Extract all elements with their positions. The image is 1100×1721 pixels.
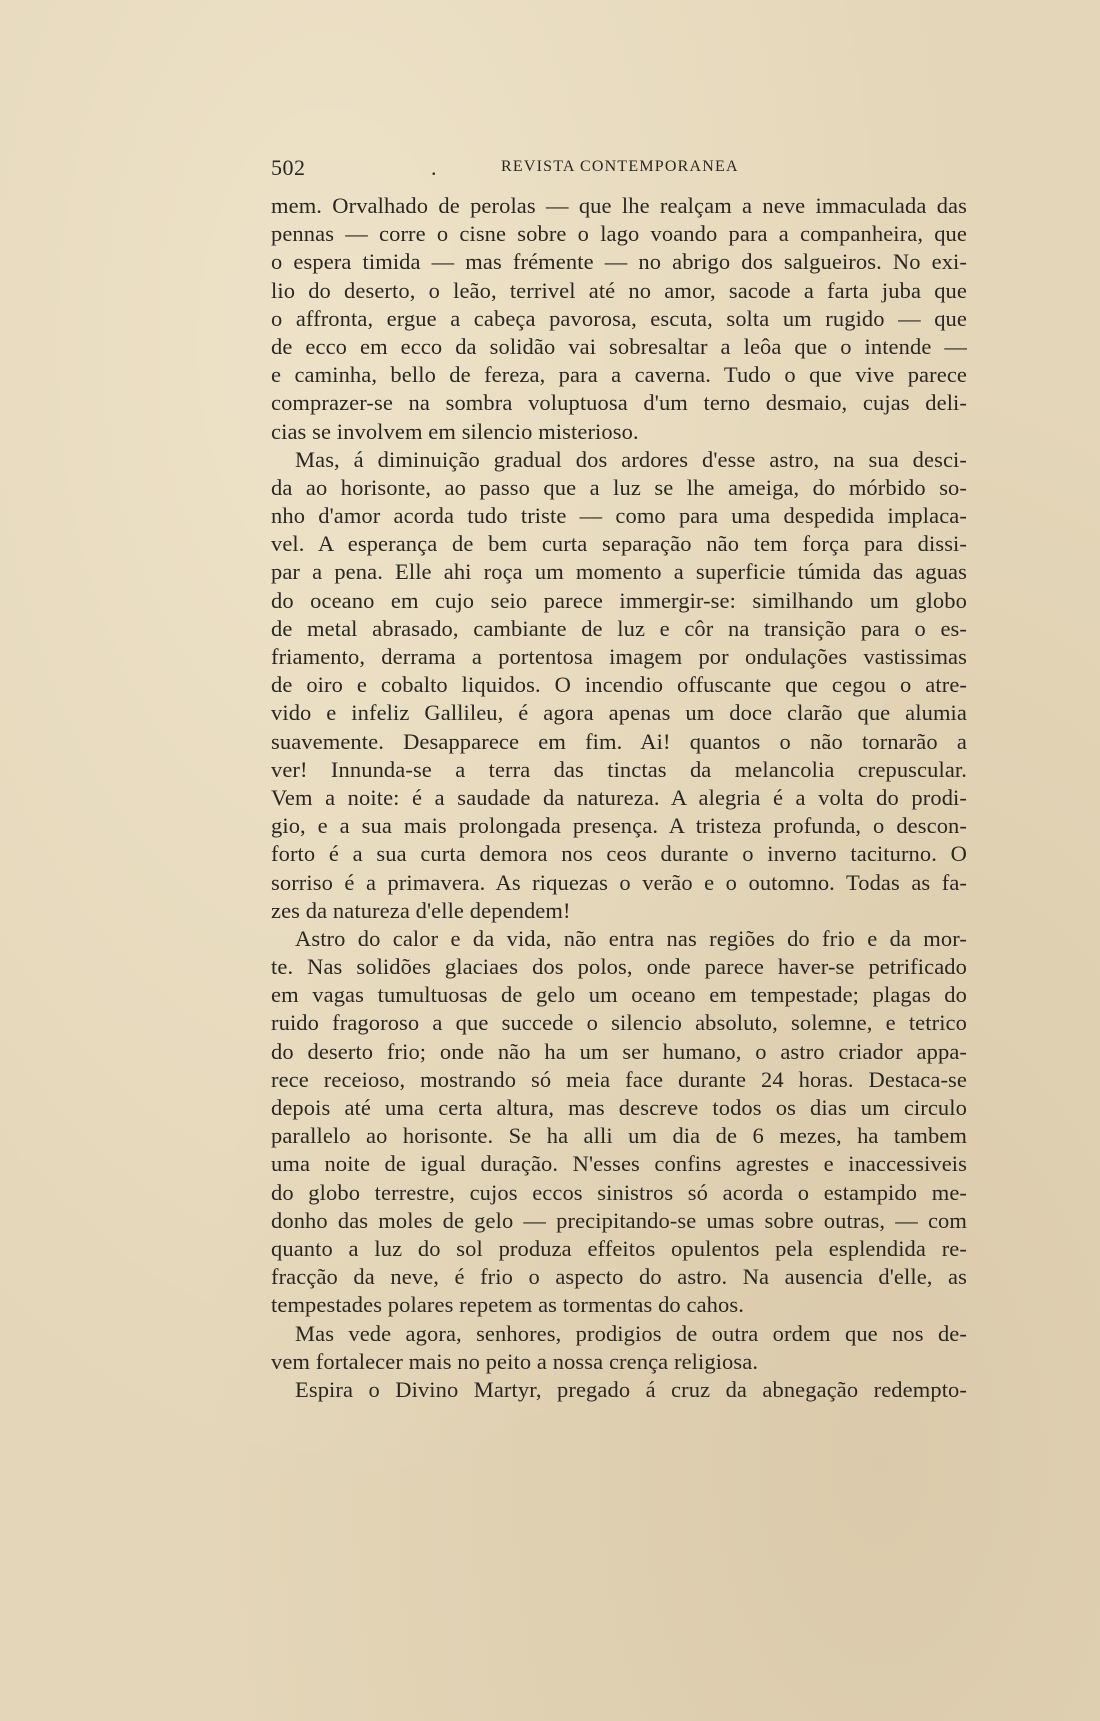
running-header: [271, 155, 737, 183]
paragraph-start-line: Mas, á diminuição gradual dos ardores d'esse astro, na sua desci-: [295, 446, 967, 472]
text-line: ver! Innunda-se a terra das tinctas da melancolia crepuscular.: [271, 756, 967, 782]
text-line: mem. Orvalhado de perolas — que lhe realçam a neve immaculada das: [271, 193, 967, 218]
text-line: nho d'amor acorda tudo triste — como para uma despedida implaca-: [271, 503, 967, 529]
text-line: suavemente. Desapparece em fim. Ai! quantos o não tornarão a: [271, 728, 967, 754]
text-line: de metal abrasado, cambiante de luz e côr na transição para o es-: [271, 615, 967, 641]
text-line: Vem a noite: é a saudade da natureza. A alegria é a volta do prodi-: [271, 784, 967, 810]
text-line: zes da natureza d'elle dependem!: [271, 897, 571, 923]
text-line: o espera timida — mas frémente — no abrigo dos salgueiros. No exi-: [271, 249, 967, 275]
text-line: forto é a sua curta demora nos ceos durante o inverno taciturno. O: [271, 841, 967, 867]
text-line: sorriso é a primavera. As riquezas o verão e o outomno. Todas as fa-: [271, 869, 967, 895]
paragraph-start-line: Espira o Divino Martyr, pregado á cruz da abnegação redempto-: [295, 1376, 967, 1402]
text-line: da ao horisonte, ao passo que a luz se lhe ameiga, do mórbido so-: [271, 474, 967, 500]
text-line: uma noite de igual duração. N'esses confins agrestes e inaccessiveis: [271, 1151, 967, 1177]
text-line: do oceano em cujo seio parece immergir-se: similhando um globo: [271, 587, 967, 613]
text-line: friamento, derrama a portentosa imagem por ondulações vastissimas: [271, 644, 967, 669]
text-line: lio do deserto, o leão, terrivel até no amor, sacode a farta juba que: [271, 277, 967, 303]
text-line: gio, e a sua mais prolongada presença. A tristeza profunda, o descon-: [271, 813, 967, 839]
text-line: pennas — corre o cisne sobre o lago voando para a companheira, que: [271, 221, 967, 247]
text-line: quanto a luz do sol produza effeitos opulentos pela esplendida re-: [271, 1235, 967, 1261]
page-number: 502: [271, 155, 306, 180]
text-line: vido e infeliz Gallileu, é agora apenas um doce clarão que alumia: [271, 700, 967, 726]
text-line: fracção da neve, é frio o aspecto do astro. Na ausencia d'elle, as: [271, 1264, 967, 1290]
text-line: depois até uma certa altura, mas descreve todos os dias um circulo: [271, 1095, 967, 1120]
text-line: ruido fragoroso a que succede o silencio absoluto, solemne, e tetrico: [271, 1010, 967, 1036]
paragraph-start-line: Astro do calor e da vida, não entra nas regiões do frio e da mor-: [295, 925, 967, 951]
text-line: parallelo ao horisonte. Se ha alli um dia de 6 mezes, ha tambem: [271, 1123, 967, 1149]
text-line: do deserto frio; onde não ha um ser humano, o astro criador appa-: [271, 1038, 967, 1064]
text-line: e caminha, bello de fereza, para a caverna. Tudo o que vive parece: [271, 362, 967, 388]
text-line: rece receioso, mostrando só meia face durante 24 horas. Destaca-se: [271, 1066, 967, 1092]
text-line: tempestades polares repetem as tormentas do cahos.: [271, 1292, 744, 1318]
body-text: [271, 192, 967, 1404]
text-line: o affronta, ergue a cabeça pavorosa, escuta, solta um rugido — que: [271, 305, 967, 331]
paragraph-start-line: Mas vede agora, senhores, prodigios de outra ordem que nos de-: [295, 1320, 967, 1346]
running-title: REVISTA CONTEMPORANEA: [501, 158, 739, 175]
text-line: em vagas tumultuosas de gelo um oceano em tempestade; plagas do: [271, 982, 967, 1008]
header-separator: .: [431, 155, 437, 180]
text-line: cias se involvem em silencio misterioso.: [271, 418, 639, 444]
text-line: de oiro e cobalto liquidos. O incendio offuscante que cegou o atre-: [271, 672, 967, 698]
text-line: donho das moles de gelo — precipitando-se umas sobre outras, — com: [271, 1207, 967, 1233]
text-line: de ecco em ecco da solidão vai sobresaltar a leôa que o intende —: [271, 333, 967, 359]
text-line: vel. A esperança de bem curta separação não tem força para dissi-: [271, 531, 967, 557]
text-line: par a pena. Elle ahi roça um momento a superficie túmida das aguas: [271, 559, 967, 585]
text-line: comprazer-se na sombra voluptuosa d'um terno desmaio, cujas deli-: [271, 390, 967, 416]
text-line: vem fortalecer mais no peito a nossa crença religiosa.: [271, 1348, 759, 1374]
text-line: do globo terrestre, cujos eccos sinistros só acorda o estampido me-: [271, 1179, 967, 1205]
text-line: te. Nas solidões glaciaes dos polos, onde parece haver-se petrificado: [271, 954, 967, 980]
